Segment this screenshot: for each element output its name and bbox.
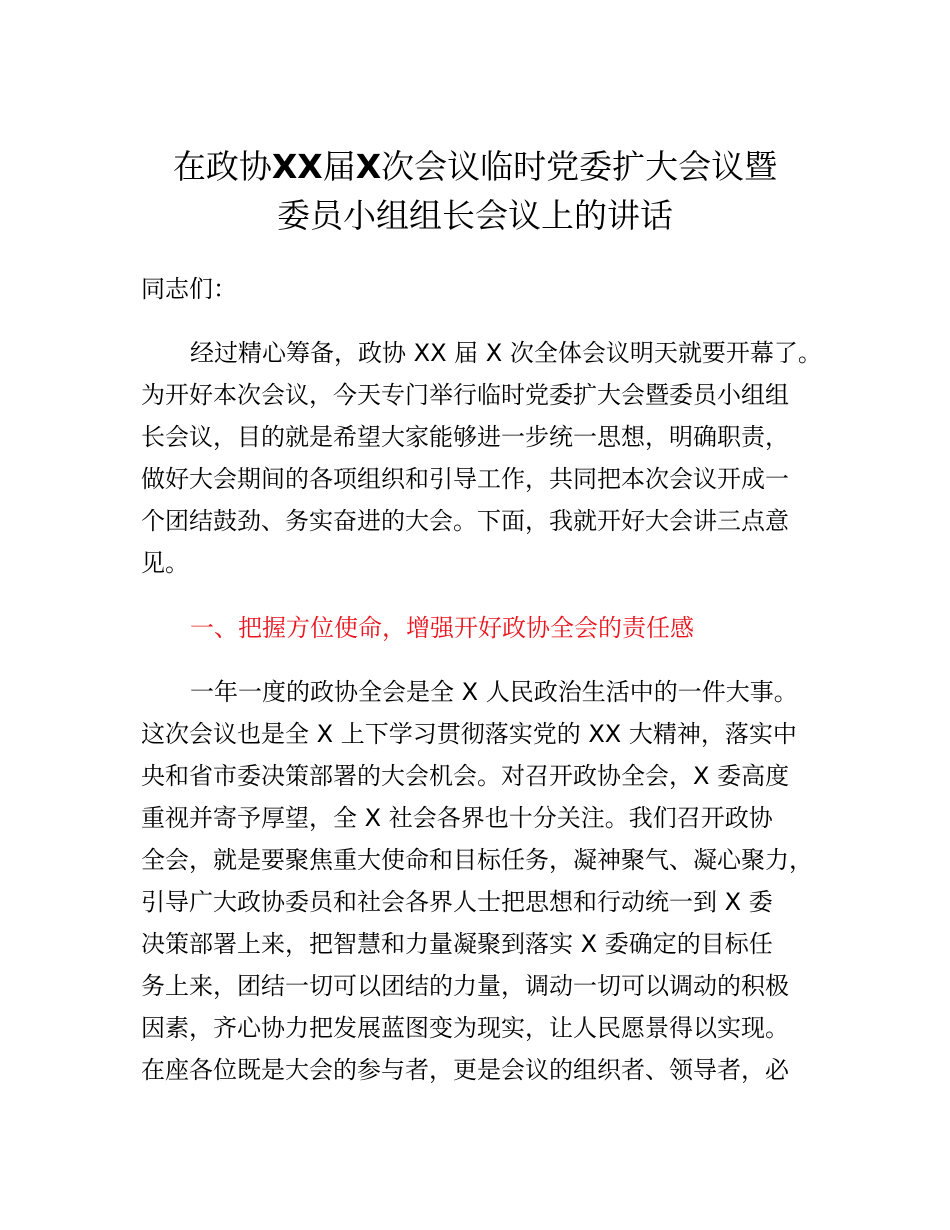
document-title-line-1 (0, 143, 950, 191)
title-part-b: XX (271, 147, 323, 186)
paragraph-2-line: 在座各位既是大会的参与者，更是会议的组织者、领导者，必 (141, 1056, 789, 1084)
title-part-e: 次会议临时党委扩大会议暨 (381, 147, 778, 186)
paragraph-2-line: 这次会议也是全 X 上下学习贯彻落实党的 XX 大精神，落实中 (141, 720, 797, 748)
paragraph-2-line: 因素，齐心协力把发展蓝图变为现实，让人民愿景得以实现。 (141, 1014, 789, 1042)
document-title-line-2: 委员小组组长会议上的讲话 (277, 196, 673, 235)
paragraph-2-line: 央和省市委决策部署的大会机会。对召开政协全会，X 委高度 (141, 762, 790, 790)
title-part-a: 在政协 (172, 147, 272, 186)
title-part-d: X (355, 147, 382, 186)
salutation: 同志们： (141, 275, 237, 303)
paragraph-2-line: 决策部署上来，把智慧和力量凝聚到落实 X 委确定的目标任 (141, 930, 773, 958)
paragraph-1-line: 见。 (141, 549, 189, 577)
title-part-c: 届 (322, 147, 356, 186)
section-heading: 一、把握方位使命，增强开好政协全会的责任感 (190, 614, 694, 642)
paragraph-1-line: 个团结鼓劲、务实奋进的大会。下面，我就开好大会讲三点意 (141, 507, 789, 535)
paragraph-2-line: 全会，就是要聚焦重大使命和目标任务，凝神聚气、凝心聚力， (141, 846, 813, 874)
paragraph-1-line: 做好大会期间的各项组织和引导工作，共同把本次会议开成一 (141, 465, 789, 493)
paragraph-2-line: 重视并寄予厚望，全 X 社会各界也十分关注。我们召开政协 (141, 804, 773, 832)
paragraph-2-line: 一年一度的政协全会是全 X 人民政治生活中的一件大事。 (190, 678, 798, 706)
paragraph-1-line: 长会议，目的就是希望大家能够进一步统一思想，明确职责， (141, 423, 789, 451)
paragraph-2-line: 务上来，团结一切可以团结的力量，调动一切可以调动的积极 (141, 972, 789, 1000)
paragraph-1-line: 为开好本次会议，今天专门举行临时党委扩大会暨委员小组组 (141, 381, 789, 409)
paragraph-1-line: 经过精心筹备，政协 XX 届 X 次全体会议明天就要开幕了。 (190, 339, 822, 367)
paragraph-2-line: 引导广大政协委员和社会各界人士把思想和行动统一到 X 委 (141, 888, 773, 916)
